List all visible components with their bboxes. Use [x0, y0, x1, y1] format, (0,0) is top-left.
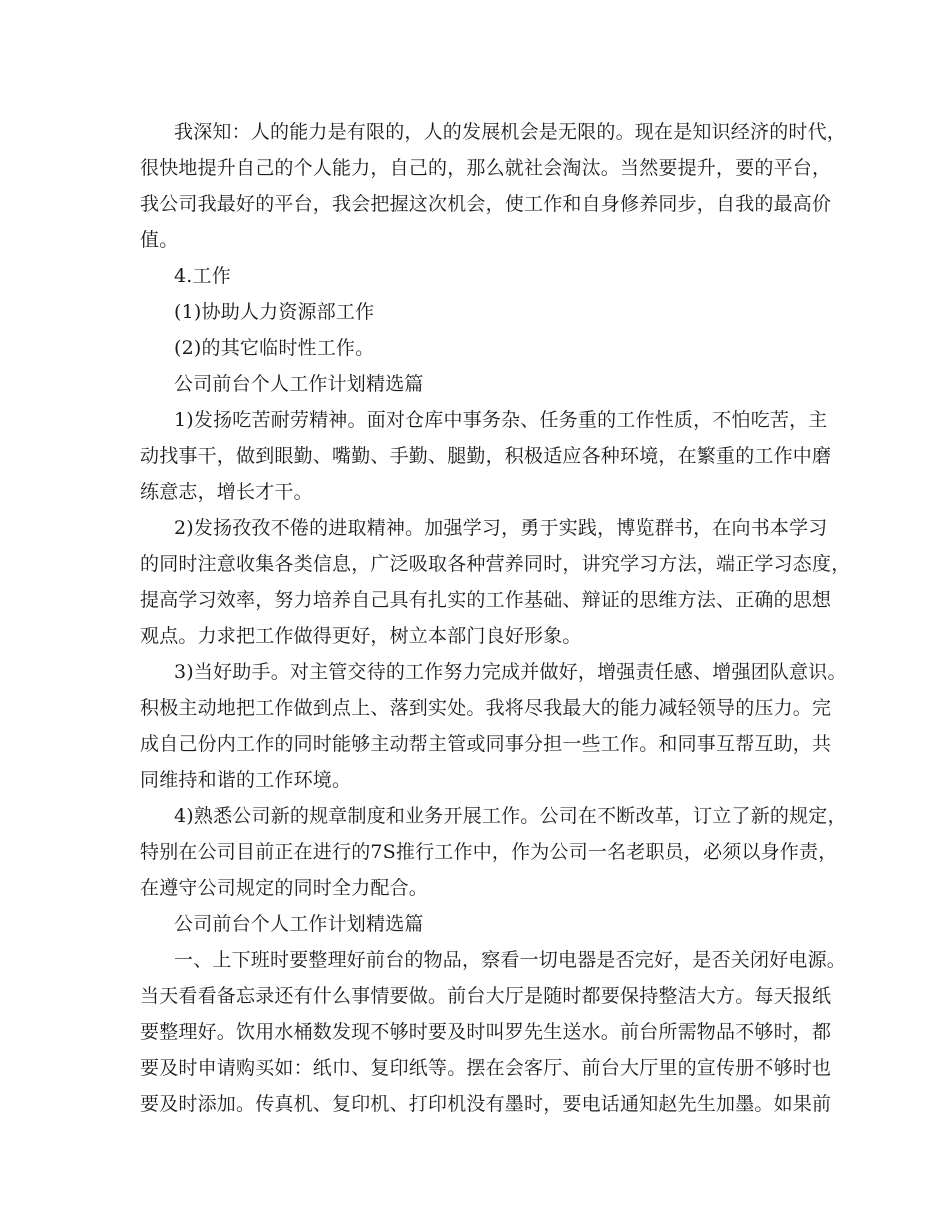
paragraph-line: 在遵守公司规定的同时全力配合。 — [140, 877, 429, 899]
section-heading: 4.工作 — [174, 265, 231, 287]
section-title: 公司前台个人工作计划精选篇 — [174, 913, 424, 935]
paragraph-line: 4)熟悉公司新的规章制度和业务开展工作。公司在不断改革，订立了新的规定， — [174, 805, 847, 827]
section-title: 公司前台个人工作计划精选篇 — [174, 373, 424, 395]
paragraph-line: 特别在公司目前正在进行的7S推行工作中，作为公司一名老职员，必须以身作责， — [140, 841, 838, 863]
paragraph-line: 要及时添加。传真机、复印机、打印机没有墨时，要电话通知赵先生加墨。如果前 — [140, 1093, 832, 1115]
paragraph-line: 成自己份内工作的同时能够主动帮主管或同事分担一些工作。和同事互帮互助，共 — [140, 733, 832, 755]
paragraph-line: 提高学习效率，努力培养自己具有扎实的工作基础、辩证的思维方法、正确的思想 — [140, 589, 832, 611]
paragraph-line: 积极主动地把工作做到点上、落到实处。我将尽我最大的能力减轻领导的压力。完 — [140, 697, 832, 719]
paragraph-line: 当天看看备忘录还有什么事情要做。前台大厅是随时都要保持整洁大方。每天报纸 — [140, 985, 832, 1007]
paragraph-line: 同维持和谐的工作环境。 — [140, 769, 352, 791]
paragraph-line: 3)当好助手。对主管交待的工作努力完成并做好，增强责任感、增强团队意识。 — [174, 661, 847, 683]
paragraph-line: 观点。力求把工作做得更好，树立本部门良好形象。 — [140, 625, 582, 647]
paragraph-line: 值。 — [140, 229, 179, 251]
paragraph-line: 要及时申请购买如：纸巾、复印纸等。摆在会客厅、前台大厅里的宣传册不够时也 — [140, 1057, 832, 1079]
paragraph-line: 练意志，增长才干。 — [140, 481, 313, 503]
paragraph-line: 很快地提升自己的个人能力，自己的，那么就社会淘汰。当然要提升，要的平台， — [140, 157, 832, 179]
paragraph-line: 一、上下班时要整理好前台的物品，察看一切电器是否完好，是否关闭好电源。 — [174, 949, 847, 971]
list-item: (1)协助人力资源部工作 — [174, 301, 375, 323]
list-item: (2)的其它临时性工作。 — [174, 337, 375, 359]
paragraph-line: 动找事干，做到眼勤、嘴勤、手勤、腿勤，积极适应各种环境，在繁重的工作中磨 — [140, 445, 832, 467]
paragraph-line: 1)发扬吃苦耐劳精神。面对仓库中事务杂、任务重的工作性质，不怕吃苦，主 — [174, 409, 828, 431]
paragraph-line: 我深知：人的能力是有限的，人的发展机会是无限的。现在是知识经济的时代， — [174, 121, 847, 143]
paragraph-line: 的同时注意收集各类信息，广泛吸取各种营养同时，讲究学习方法，端正学习态度， — [140, 553, 851, 575]
paragraph-line: 要整理好。饮用水桶数发现不够时要及时叫罗先生送水。前台所需物品不够时，都 — [140, 1021, 832, 1043]
paragraph-line: 我公司我最好的平台，我会把握这次机会，使工作和自身修养同步，自我的最高价 — [140, 193, 832, 215]
paragraph-line: 2)发扬孜孜不倦的进取精神。加强学习，勇于实践，博览群书，在向书本学习 — [174, 517, 828, 539]
